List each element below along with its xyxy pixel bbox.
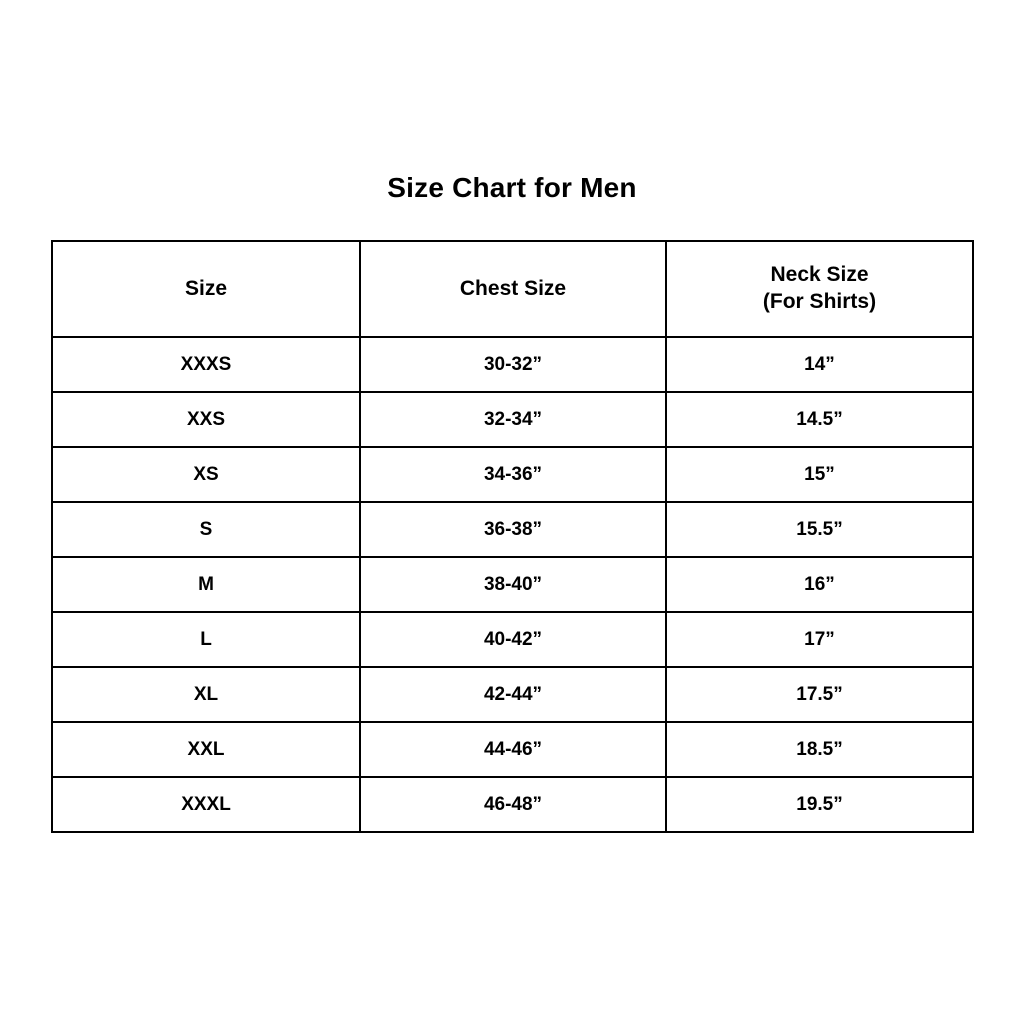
cell-size: XXXS	[52, 337, 360, 392]
cell-neck: 19.5”	[666, 777, 973, 832]
page-title: Size Chart for Men	[387, 172, 637, 203]
column-header-size	[52, 241, 360, 337]
cell-chest: 40-42”	[360, 612, 666, 667]
cell-neck: 17”	[666, 612, 973, 667]
cell-size: XL	[52, 667, 360, 722]
table-row	[52, 337, 973, 392]
cell-chest: 30-32”	[360, 337, 666, 392]
cell-chest: 44-46”	[360, 722, 666, 777]
cell-neck: 14.5”	[666, 392, 973, 447]
cell-chest: 46-48”	[360, 777, 666, 832]
cell-neck: 17.5”	[666, 667, 973, 722]
column-header-chest-size	[360, 241, 666, 337]
column-header-neck-size-label: Neck Size	[770, 263, 869, 287]
table-row	[52, 722, 973, 777]
table-row	[52, 667, 973, 722]
cell-chest: 32-34”	[360, 392, 666, 447]
column-header-size-label: Size	[184, 276, 228, 300]
column-header-neck-size	[666, 241, 973, 337]
table-row	[52, 777, 973, 832]
cell-neck: 14”	[666, 337, 973, 392]
cell-chest: 36-38”	[360, 502, 666, 557]
table-row	[52, 502, 973, 557]
table-row	[52, 612, 973, 667]
table-header	[52, 241, 973, 337]
table-body	[52, 337, 973, 832]
table-row	[52, 392, 973, 447]
table-header-row	[52, 241, 973, 337]
cell-chest: 38-40”	[360, 557, 666, 612]
cell-chest: 42-44”	[360, 667, 666, 722]
cell-size: L	[52, 612, 360, 667]
cell-size: XXS	[52, 392, 360, 447]
size-chart-table	[51, 240, 974, 833]
column-header-neck-size-sublabel: (For Shirts)	[762, 290, 877, 313]
cell-neck: 16”	[666, 557, 973, 612]
column-header-chest-size-label: Chest Size	[459, 276, 567, 300]
cell-chest: 34-36”	[360, 447, 666, 502]
cell-size: XXXL	[52, 777, 360, 832]
cell-neck: 15.5”	[666, 502, 973, 557]
cell-neck: 15”	[666, 447, 973, 502]
cell-neck: 18.5”	[666, 722, 973, 777]
cell-size: XS	[52, 447, 360, 502]
cell-size: M	[52, 557, 360, 612]
cell-size: XXL	[52, 722, 360, 777]
table-row	[52, 447, 973, 502]
table-row	[52, 557, 973, 612]
cell-size: S	[52, 502, 360, 557]
size-chart-table-wrapper	[51, 240, 972, 833]
